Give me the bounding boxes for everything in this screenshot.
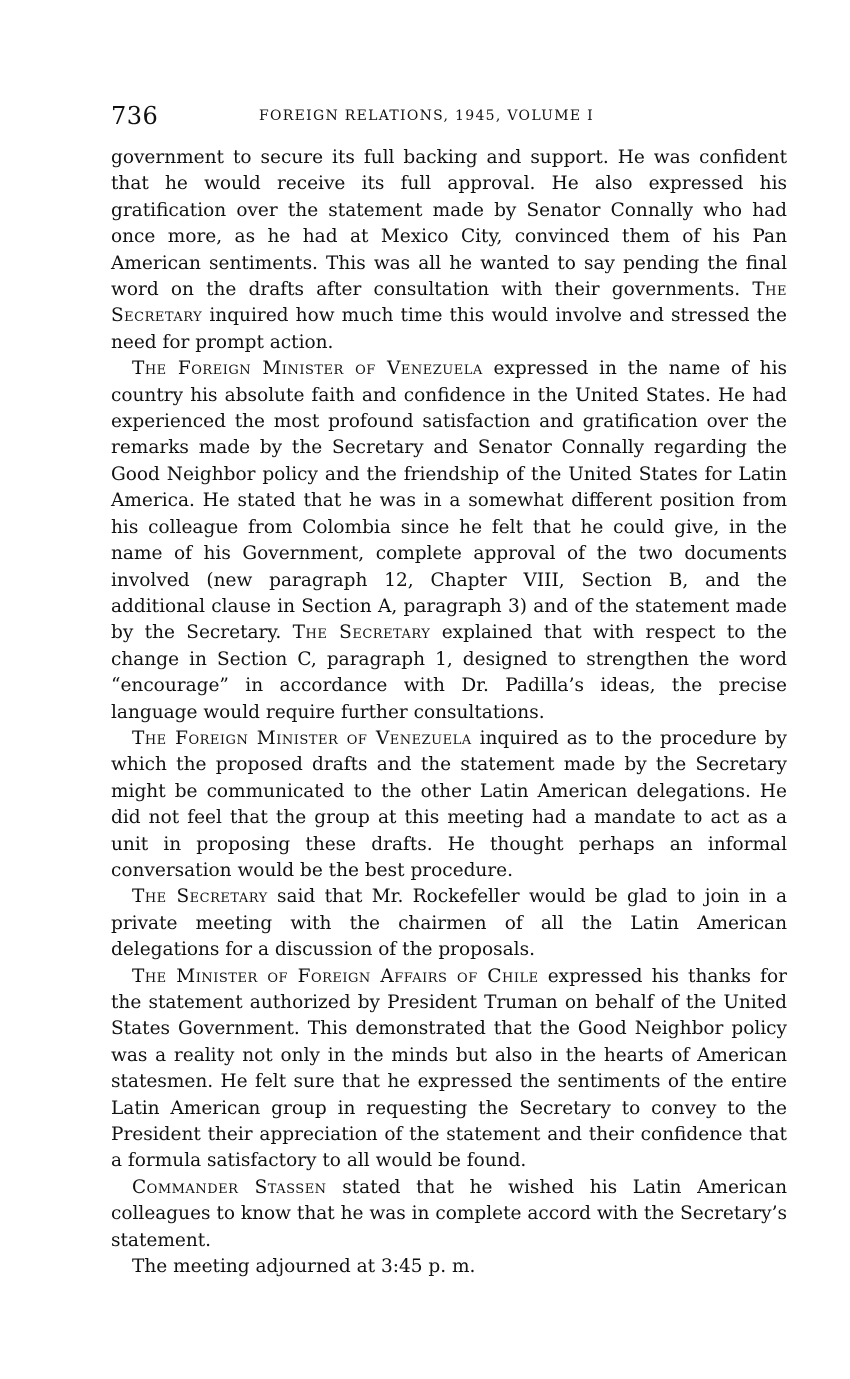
paragraph (111, 356, 787, 726)
closing-paragraph (111, 1254, 787, 1280)
paragraph-text: said that Mr. Rockefeller would be glad to join in a private meeting with the chairmen of all the Latin American delegations for a discussion of the proposals. (111, 886, 787, 961)
speaker-name: The Secretary (292, 622, 431, 644)
paragraph (111, 884, 787, 963)
paragraph-text: expressed his thanks for the statement authorized by President Truman on behalf of the United States Government. This demonstrated that the Good Neighbor policy was a reality not only in the minds but also in the hearts of American statesmen. He felt sure that he expressed the sentiments of the entire Latin American group in requesting the Secretary to convey to the President their appreciation of the statement and their confidence that a formula satisfactory to all would be found. (111, 965, 787, 1172)
running-head: FOREIGN RELATIONS, 1945, VOLUME I (259, 108, 594, 124)
speaker-name: The Foreign Minister of Venezuela (132, 358, 483, 380)
speaker-name: The Foreign Minister of Venezuela (132, 727, 472, 749)
paragraph-text: expressed in the name of his country his absolute faith and confidence in the United States. He had experienced the most profound satisfaction and gratification over the remarks made by the Secretary and Senator Connally regarding the Good Neighbor policy and the friendship of the United States for Latin America. He stated that he was in a somewhat different position from his colleague from Colombia since he felt that he could give, in the name of his Government, complete approval of the two documents involved (new paragraph 12, Chapter VIII, Section B, and the additional clause in Section A, paragraph 3) and of the statement made by the Secretary. (111, 358, 787, 644)
paragraph (111, 726, 787, 884)
page-number: 736 (111, 102, 159, 130)
speaker-name: The Secretary (111, 279, 787, 327)
speaker-name: Commander Stassen (132, 1176, 327, 1198)
paragraph-text: stated that he wished his Latin American colleagues to know that he was in complete accord with the Secretary’s statement. (111, 1176, 787, 1251)
paragraph-text: inquired as to the procedure by which the proposed drafts and the statement made by the Secretary might be communicated to the other Latin American delegations. He did not feel that the group at this meeting had a mandate to act as a unit in proposing these drafts. He thought perhaps an informal conversation would be the best procedure. (111, 727, 787, 881)
paragraph (111, 145, 787, 356)
page-header (111, 100, 787, 132)
paragraph-text: government to secure its full backing and support. He was confident that he would receive its full approval. He also expressed his gratification over the statement made by Senator Connally who had once more, as he had at Mexico City, convinced them of his Pan American sentiments. This was all he wanted to say pending the final word on the drafts after consultation with their governments. (111, 147, 787, 301)
paragraph-text: The meeting adjourned at 3:45 p. m. (132, 1256, 476, 1278)
paragraph (111, 1175, 787, 1254)
speaker-name: The Minister of Foreign Affairs of Chile (132, 965, 539, 987)
paragraph-text: inquired how much time this would involve and stressed the need for prompt action. (111, 305, 787, 353)
speaker-name: The Secretary (132, 886, 268, 908)
body-text (111, 145, 787, 1280)
paragraph (111, 964, 787, 1175)
paragraph-text: explained that with respect to the change in Section C, paragraph 1, designed to strengthen the word “encourage” in accordance with Dr. Padilla’s ideas, the precise language would require further consultations. (111, 622, 787, 723)
